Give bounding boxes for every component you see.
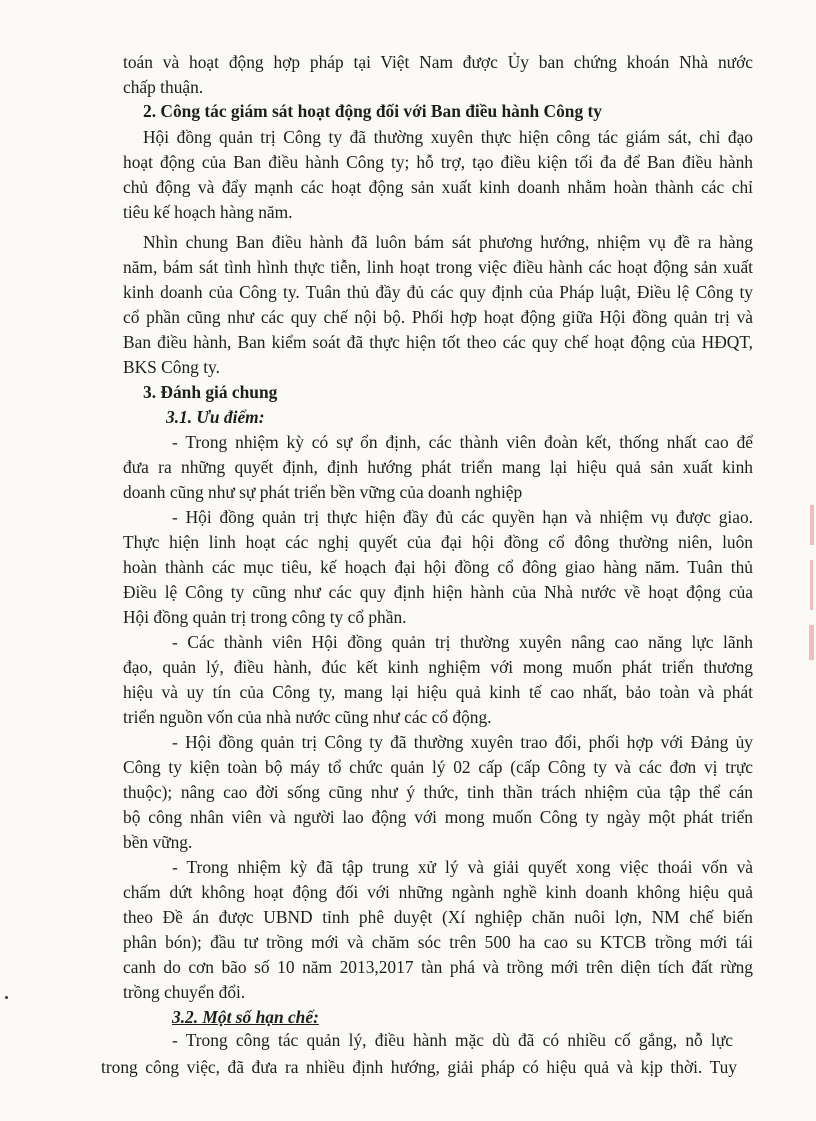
text-line: kinh doanh của Công ty. Tuân thủ đầy đủ các quy định của Pháp luật, Điều lệ Công ty <box>123 282 753 302</box>
text-line: - Hội đồng quản trị Công ty đã thường xuyên trao đổi, phối hợp với Đảng ủy <box>172 732 753 752</box>
text-line: Ban điều hành, Ban kiểm soát đã thực hiện tốt theo các quy chế hoạt động của HĐQT, <box>123 332 753 352</box>
subsection-heading: 3.2. Một số hạn chế: <box>172 1007 319 1027</box>
scan-speck <box>5 996 8 999</box>
text-line: đạo, quản lý, điều hành, đúc kết kinh nghiệm với mong muốn phát triển thương <box>123 657 753 677</box>
text-line: hiệu và uy tín của Công ty, mang lại hiệu quả kinh tế cao nhất, bảo toàn và phát <box>123 682 753 702</box>
text-line: toán và hoạt động hợp pháp tại Việt Nam được Ủy ban chứng khoán Nhà nước <box>123 52 753 72</box>
text-line: Hội đồng quản trị Công ty đã thường xuyên thực hiện công tác giám sát, chỉ đạo <box>143 127 753 147</box>
stamp-edge-mark <box>810 560 813 610</box>
text-line: - Trong công tác quản lý, điều hành mặc dù đã có nhiều cố gắng, nỗ lực <box>172 1030 733 1050</box>
text-line: Nhìn chung Ban điều hành đã luôn bám sát phương hướng, nhiệm vụ đề ra hàng <box>143 232 753 252</box>
section-heading: 3. Đánh giá chung <box>143 382 278 402</box>
text-line: đưa ra những quyết định, định hướng phát triển mang lại hiệu quả sản xuất kinh <box>123 457 753 477</box>
text-line: triển nguồn vốn của nhà nước cũng như các cổ động. <box>123 707 492 727</box>
text-line: Điều lệ Công ty cũng như các quy định hiện hành của Nhà nước về hoạt động của <box>123 582 753 602</box>
text-line: thuộc); nâng cao đời sống cũng như ý thức, tinh thần trách nhiệm của tập thể cán <box>123 782 753 802</box>
text-line: BKS Công ty. <box>123 357 220 377</box>
text-line: theo Đề án được UBND tỉnh phê duyệt (Xí nghiệp chăn nuôi lợn, NM chế biến <box>123 907 753 927</box>
text-line: doanh cũng như sự phát triển bền vững của doanh nghiệp <box>123 482 523 502</box>
text-line: tiêu kế hoạch hàng năm. <box>123 202 293 222</box>
text-line: canh do cơn bão số 10 năm 2013,2017 tàn phá và trồng mới trên diện tích đất rừng <box>123 957 753 977</box>
text-line: phân bón); đầu tư trồng mới và chăm sóc trên 500 ha cao su KTCB trồng mới tái <box>123 932 753 952</box>
text-line: hoàn thành các mục tiêu, kế hoạch đại hội đồng cổ đông giao hàng năm. Tuân thủ <box>123 557 753 577</box>
stamp-edge-mark <box>809 625 814 660</box>
text-line: trong công việc, đã đưa ra nhiều định hướng, giải pháp có hiệu quả và kịp thời. Tuy <box>101 1057 737 1077</box>
stamp-edge-mark <box>810 505 814 545</box>
text-line: - Trong nhiệm kỳ có sự ổn định, các thành viên đoàn kết, thống nhất cao để <box>172 432 753 452</box>
text-line: trồng chuyển đổi. <box>123 982 246 1002</box>
text-line: - Hội đồng quản trị thực hiện đầy đủ các quyền hạn và nhiệm vụ được giao. <box>172 507 753 527</box>
text-line: bền vững. <box>123 832 193 852</box>
text-line: Hội đồng quản trị trong công ty cổ phần. <box>123 607 407 627</box>
text-line: bộ công nhân viên và người lao động với mong muốn Công ty ngày một phát triển <box>123 807 753 827</box>
text-line: Thực hiện linh hoạt các nghị quyết của đại hội đồng cổ đông thường niên, luôn <box>123 532 753 552</box>
text-line: hoạt động của Ban điều hành Công ty; hỗ trợ, tạo điều kiện tối đa để Ban điều hành <box>123 152 753 172</box>
subsection-heading: 3.1. Ưu điểm: <box>166 407 265 427</box>
section-heading: 2. Công tác giám sát hoạt động đối với Ban điều hành Công ty <box>143 101 602 121</box>
text-line: chấm dứt không hoạt động đối với những ngành nghề kinh doanh không hiệu quả <box>123 882 753 902</box>
text-line: Công ty kiện toàn bộ máy tổ chức quản lý 02 cấp (cấp Công ty và các đơn vị trực <box>123 757 753 777</box>
text-line: năm, bám sát tình hình thực tiễn, linh hoạt trong việc điều hành các hoạt động sản xuất <box>123 257 753 277</box>
text-line: chấp thuận. <box>123 77 204 97</box>
text-line: - Trong nhiệm kỳ đã tập trung xử lý và giải quyết xong việc thoái vốn và <box>172 857 753 877</box>
text-line: - Các thành viên Hội đồng quản trị thường xuyên nâng cao năng lực lãnh <box>172 632 753 652</box>
text-line: cổ phần cũng như các quy chế nội bộ. Phối hợp hoạt động giữa Hội đồng quản trị và <box>123 307 753 327</box>
text-line: chủ động và đẩy mạnh các hoạt động sản xuất kinh doanh nhằm hoàn thành các chỉ <box>123 177 753 197</box>
